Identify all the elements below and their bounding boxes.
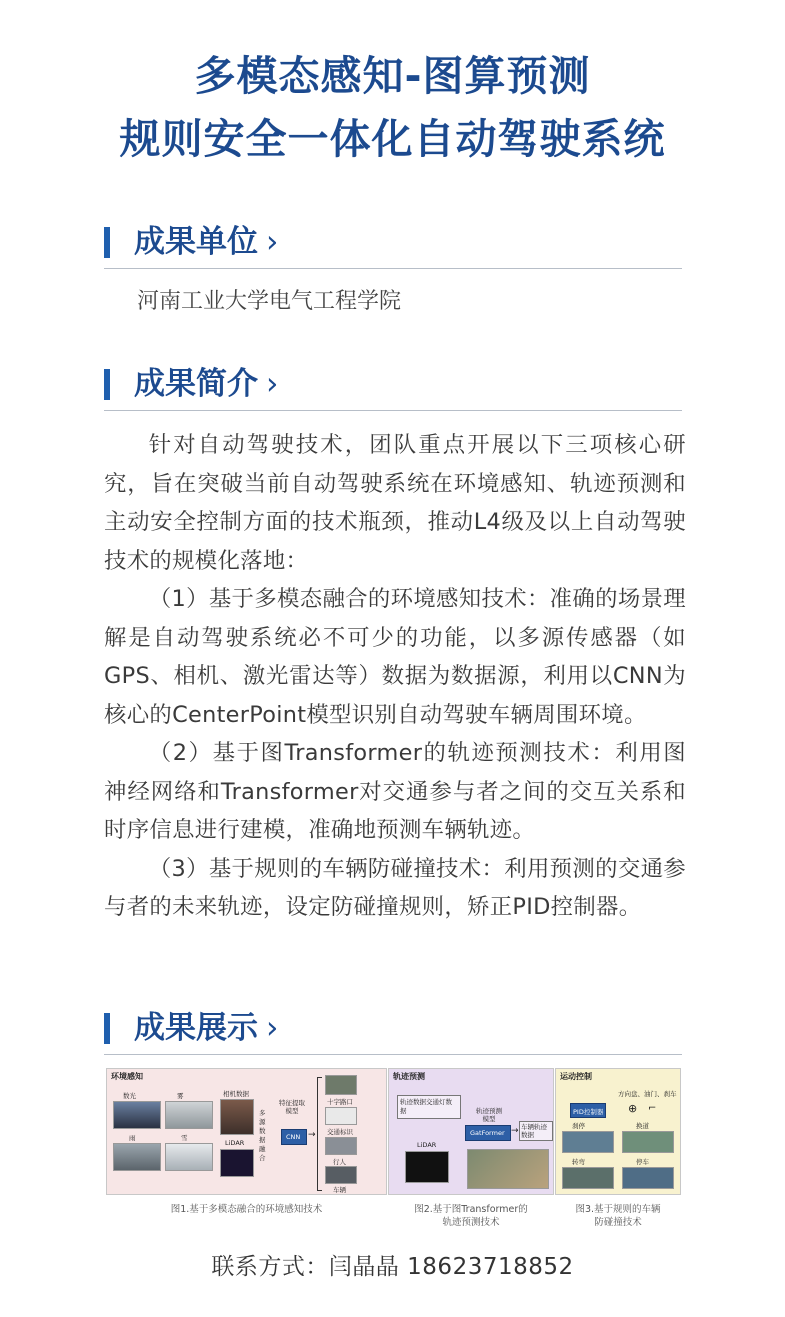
section-title-showcase: 成果展示 (134, 1010, 258, 1046)
scenario-label: 转弯 (572, 1158, 585, 1166)
figure-trajectory-prediction (388, 1068, 554, 1195)
scenario-label: 换道 (636, 1122, 649, 1130)
scenario-photo (622, 1167, 674, 1189)
figure-caption-1: 图1.基于多模态融合的环境感知技术 (170, 1204, 323, 1215)
intro-paragraph: （2）基于图Transformer的轨迹预测技术：利用图神经网络和Transformer对交通参与者之间的交互关系和时序信息进行建模，准确地预测车辆轨迹。 (104, 740, 686, 843)
page-title-line-1: 多模态感知-图算预测 (194, 52, 591, 100)
output-trajectory-label: 车辆轨迹数据 (519, 1121, 553, 1141)
steering-wheel-icon: ⊕ (628, 1102, 638, 1115)
intro-paragraph: （1）基于多模态融合的环境感知技术：准确的场景理解是自动驾驶系统必不可少的功能，以多源传感器（如GPS、相机、激光雷达等）数据为数据源，利用以CNN为核心的CenterPoint模型识别自动驾驶车辆周围环境。 (104, 586, 686, 728)
input-data-label: 轨迹数据交通灯数据 (397, 1095, 461, 1119)
chevron-right-icon: › (266, 1010, 279, 1046)
figure-caption-2 (388, 1203, 554, 1229)
trajectory-map (467, 1149, 549, 1189)
figure-motion-control (555, 1068, 681, 1195)
section-accent-bar (104, 227, 110, 258)
lidar-label: LiDAR (225, 1139, 245, 1147)
cnn-block (281, 1129, 307, 1145)
gatformer-label: GatFormer (470, 1129, 505, 1137)
output-label: 行人 (333, 1158, 346, 1166)
feature-extraction-label: 特征提取模型 (279, 1099, 305, 1115)
caption-line: 轨迹预测技术 (442, 1217, 500, 1228)
figure-label: 轨迹预测 (393, 1072, 425, 1081)
figure-label: 运动控制 (560, 1072, 592, 1081)
intro-body (104, 426, 686, 927)
output-photo (325, 1166, 357, 1184)
section-accent-bar (104, 369, 110, 400)
lidar-pointcloud (405, 1151, 449, 1183)
section-header-showcase (104, 1008, 682, 1055)
output-label: 车辆 (333, 1186, 346, 1194)
output-label: 交通标识 (327, 1128, 353, 1136)
figure-environment-perception (106, 1068, 387, 1195)
output-bracket (317, 1077, 322, 1191)
pid-label: PID控制器 (573, 1108, 604, 1116)
scenario-photo (622, 1131, 674, 1153)
lidar-label: LiDAR (417, 1141, 437, 1149)
prediction-model-label: 轨迹预测模型 (476, 1107, 502, 1123)
caption-line: 防碰撞技术 (594, 1217, 642, 1228)
fusion-label: 多源数据融合 (259, 1109, 266, 1162)
arrow-right-icon: → (511, 1126, 519, 1136)
scenario-photo (562, 1131, 614, 1153)
weather-label: 雪 (181, 1134, 188, 1142)
section-header-unit (104, 222, 682, 269)
arrow-right-icon: → (308, 1130, 316, 1140)
caption-line: 图2.基于图Transformer的 (414, 1204, 528, 1215)
unit-name: 河南工业大学电气工程学院 (137, 289, 402, 314)
chevron-right-icon: › (266, 366, 279, 402)
scenario-photo (562, 1167, 614, 1189)
output-photo (325, 1107, 357, 1125)
controls-label: 方向盘、油门、刹车 (618, 1090, 677, 1098)
intro-paragraph: 针对自动驾驶技术，团队重点开展以下三项核心研究，旨在突破当前自动驾驶系统在环境感知、轨迹预测和主动安全控制方面的技术瓶颈，推动L4级及以上自动驾驶技术的规模化落地： (104, 432, 686, 574)
output-photo (325, 1075, 357, 1095)
section-title-unit: 成果单位 (134, 224, 258, 260)
chevron-right-icon: › (266, 224, 279, 260)
weather-photo (165, 1143, 213, 1171)
output-photo (325, 1137, 357, 1155)
contact-info: 联系方式：闫晶晶 18623718852 (211, 1254, 574, 1280)
intro-paragraph: （3）基于规则的车辆防碰撞技术：利用预测的交通参与者的未来轨迹，设定防碰撞规则，矫正PID控制器。 (104, 855, 686, 920)
weather-label: 雾 (177, 1092, 184, 1100)
pedal-icon: ⌐ (648, 1103, 657, 1114)
cnn-label: CNN (286, 1133, 301, 1141)
weather-photo (165, 1101, 213, 1129)
caption-line: 图3.基于规则的车辆 (575, 1204, 661, 1215)
section-header-intro (104, 364, 682, 411)
camera-photo (220, 1099, 254, 1135)
section-title-intro: 成果简介 (134, 366, 258, 402)
page-title-line-2: 规则安全一体化自动驾驶系统 (119, 115, 666, 163)
camera-data-label: 相机数据 (223, 1090, 249, 1098)
weather-photo (113, 1143, 161, 1171)
weather-label: 数光 (123, 1092, 136, 1100)
pid-controller-block (570, 1103, 606, 1118)
output-label: 十字路口 (327, 1098, 353, 1106)
figure-label: 环境感知 (111, 1072, 143, 1081)
scenario-label: 刹停 (572, 1122, 585, 1130)
gatformer-block (465, 1125, 511, 1141)
weather-photo (113, 1101, 161, 1129)
weather-label: 雨 (129, 1134, 136, 1142)
scenario-label: 停车 (636, 1158, 649, 1166)
section-accent-bar (104, 1013, 110, 1044)
lidar-pointcloud (220, 1149, 254, 1177)
figure-caption-3 (555, 1203, 681, 1229)
